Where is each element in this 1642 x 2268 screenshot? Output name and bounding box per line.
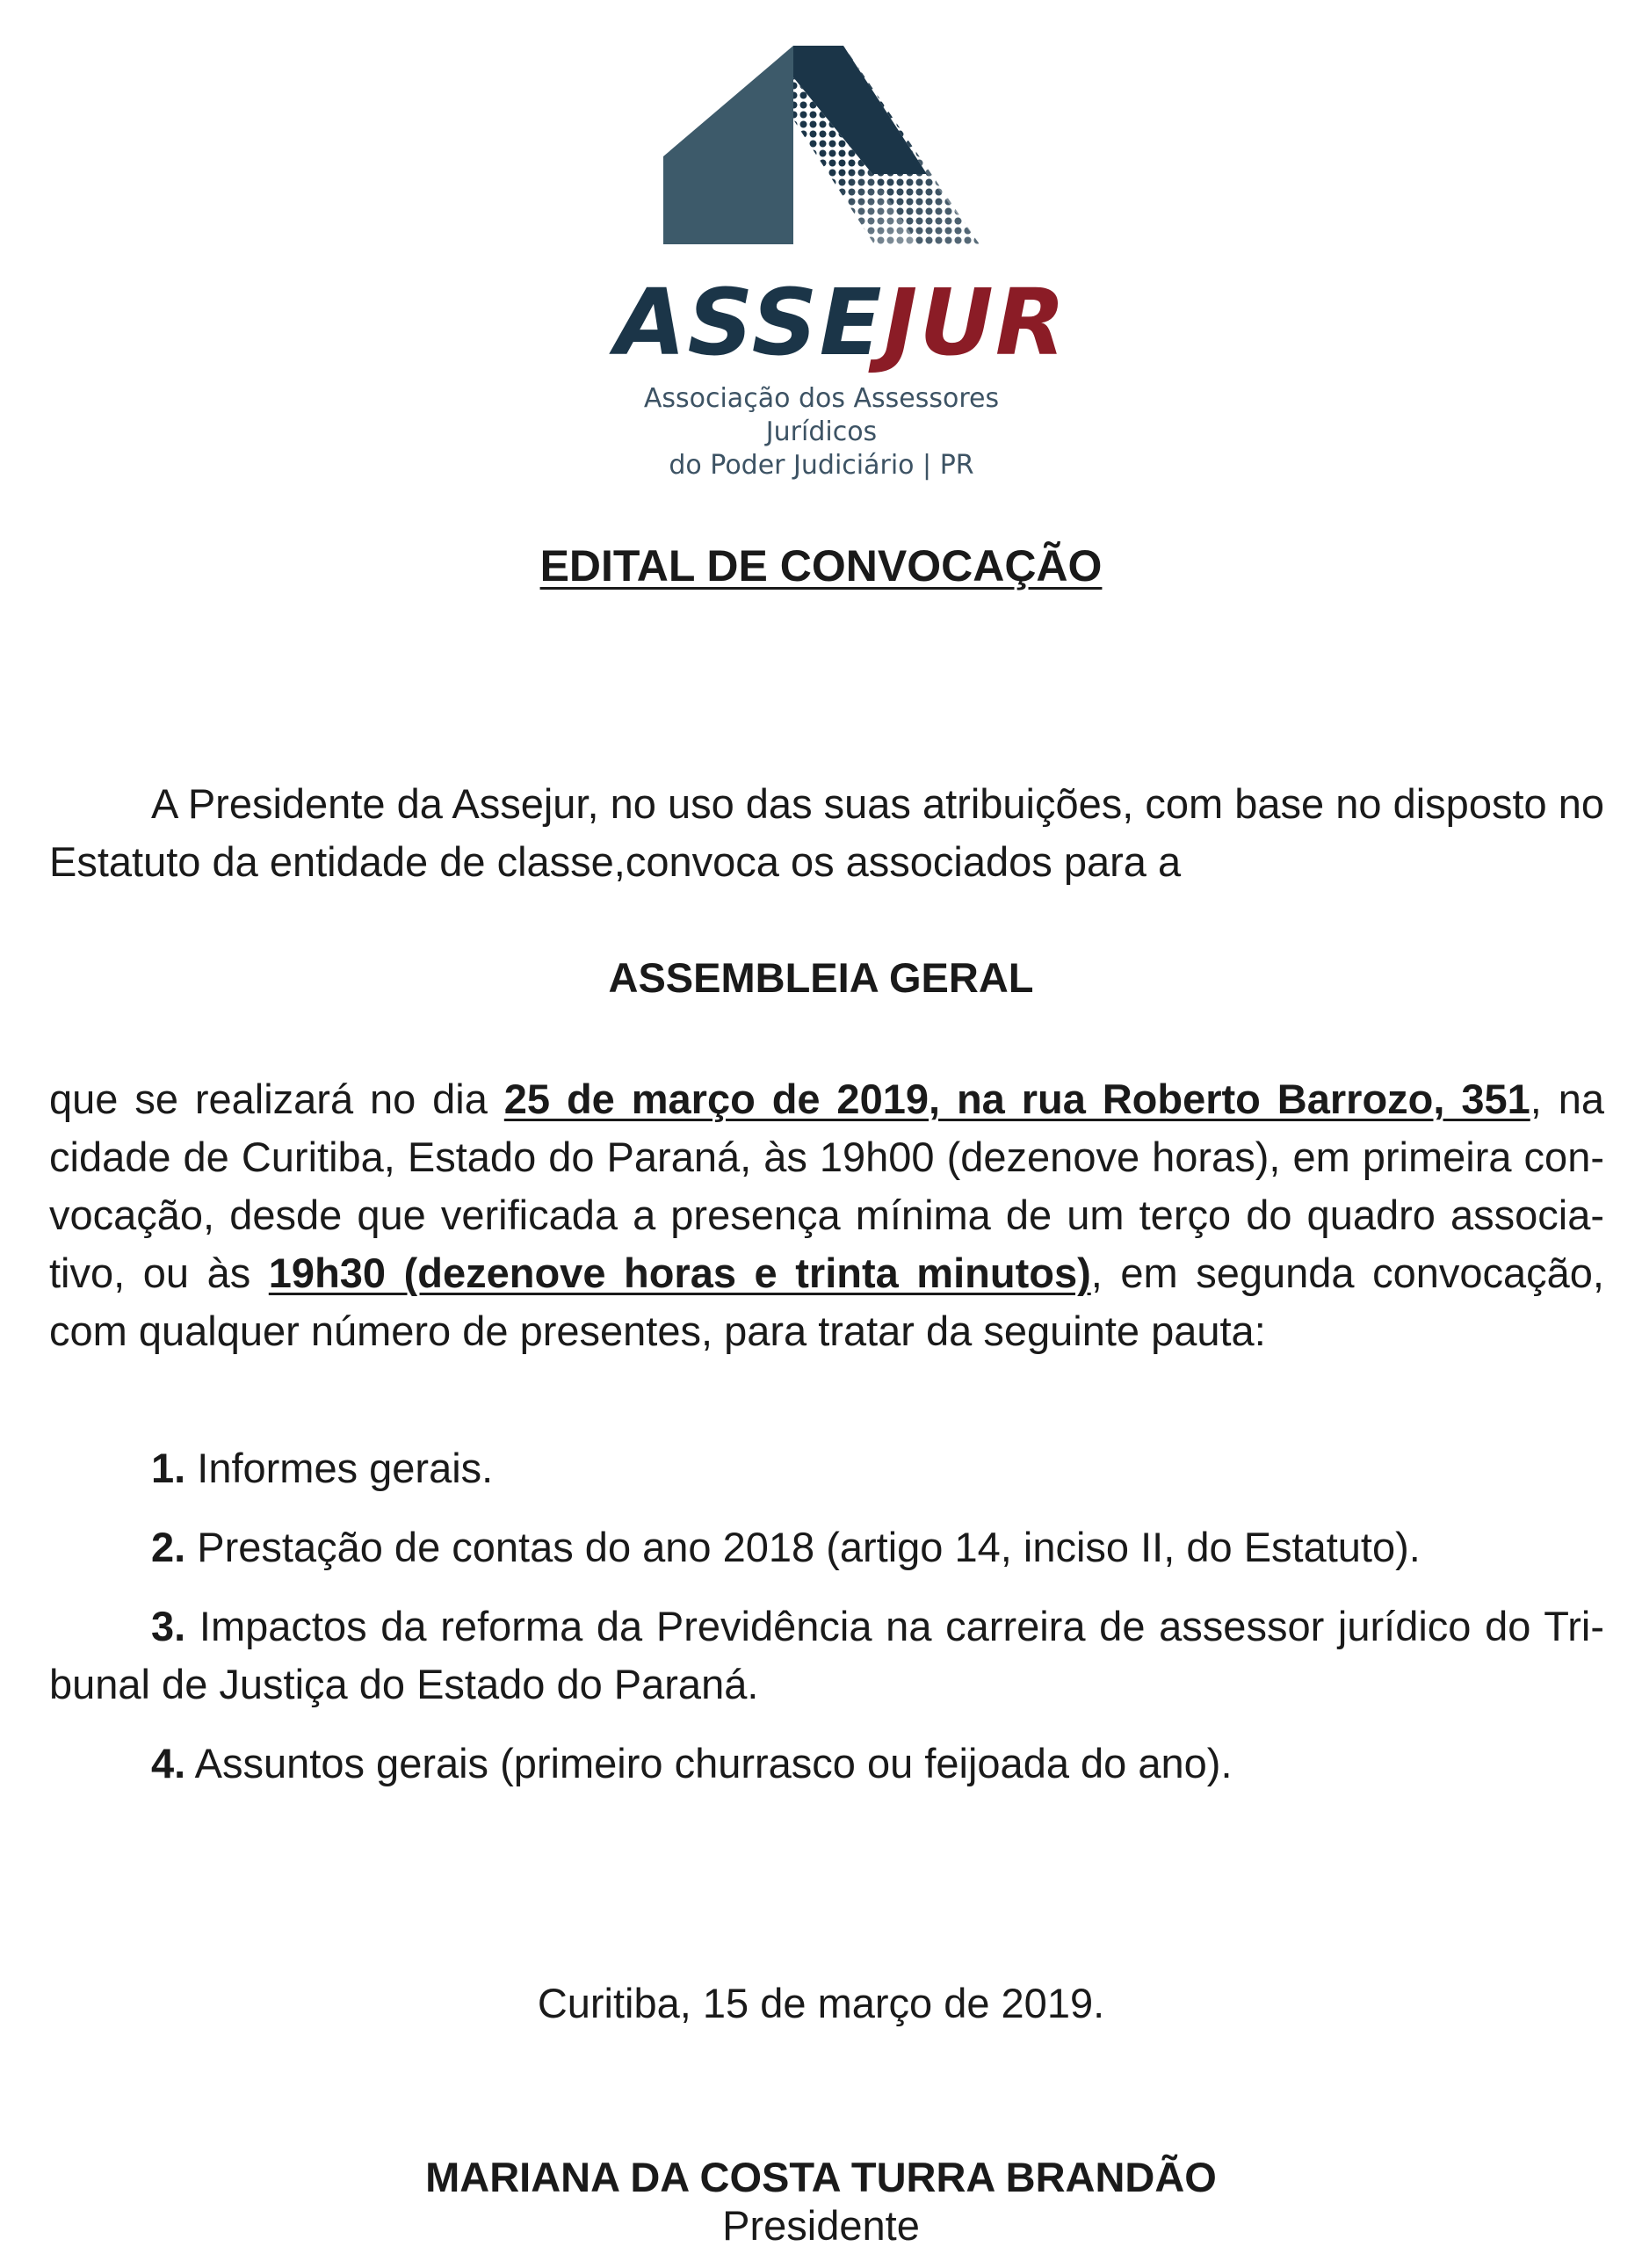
assejur-logo xyxy=(615,35,1067,481)
agenda-item xyxy=(49,1439,1604,1497)
signer-name: MARIANA DA COSTA TURRA BRANDÃO xyxy=(425,2154,1217,2200)
logo-subtitle-line1: Associação dos Assessores Jurídicos xyxy=(643,383,1000,447)
logo-subtitle-line2: do Poder Judiciário | PR xyxy=(669,450,974,481)
agenda-item-text: Prestação de contas do ano 2018 (artigo 14, inciso II, do Estatuto). xyxy=(185,1524,1421,1570)
agenda-item-number: 3. xyxy=(151,1603,186,1649)
agenda-item-text: Impactos da reforma da Previdência na carreira de assessor jurídico do Tribunal de Justiça do Estado do Paraná. xyxy=(49,1603,1604,1707)
logo-wordmark-asse: ASSE xyxy=(615,269,884,376)
agenda-item-number: 4. xyxy=(151,1740,186,1786)
date-line: Curitiba, 15 de março de 2019. xyxy=(537,1980,1105,2026)
details-second-call-time: 19h30 (dezenove horas e trinta minutos) xyxy=(268,1250,1091,1296)
agenda-item xyxy=(49,1735,1604,1793)
agenda-item-number: 2. xyxy=(151,1524,186,1570)
details-text-part1: que se realizará no dia xyxy=(49,1076,504,1122)
details-text-part3: , em segunda convocação, com qualquer número de presentes, para tratar da seguinte pauta: xyxy=(49,1250,1604,1354)
details-date-address: 25 de março de 2019, na rua Roberto Barrozo, 351 xyxy=(503,1076,1530,1122)
details-paragraph xyxy=(49,1070,1604,1360)
agenda-item-text: Assuntos gerais (primeiro churrasco ou feijoada do ano). xyxy=(185,1740,1233,1786)
agenda-list xyxy=(49,1439,1604,1814)
agenda-item xyxy=(49,1518,1604,1576)
signer-role: Presidente xyxy=(722,2202,920,2249)
document-title: EDITAL DE CONVOCAÇÃO xyxy=(539,541,1103,591)
logo-mark-icon xyxy=(663,42,988,279)
agenda-item-text: Informes gerais. xyxy=(185,1445,494,1491)
logo-wordmark xyxy=(615,269,1067,376)
assembly-heading: ASSEMBLEIA GERAL xyxy=(608,954,1034,1001)
intro-paragraph: A Presidente da Assejur, no uso das suas atribuições, com base no disposto no Estatuto da entidade de classe,convoca os associados para a xyxy=(49,780,1604,885)
agenda-item xyxy=(49,1598,1604,1714)
agenda-item-number: 1. xyxy=(151,1445,186,1491)
logo-wordmark-jur: JUR xyxy=(883,269,1067,376)
details-text-part2: , na cidade de Curitiba, Estado do Paraná, às 19h00 (dezenove horas), em primeira convocação, desde que verificada a presença mínima de um terço do quadro associativo, ou às xyxy=(49,1076,1604,1296)
logo-subtitle xyxy=(615,382,1028,482)
